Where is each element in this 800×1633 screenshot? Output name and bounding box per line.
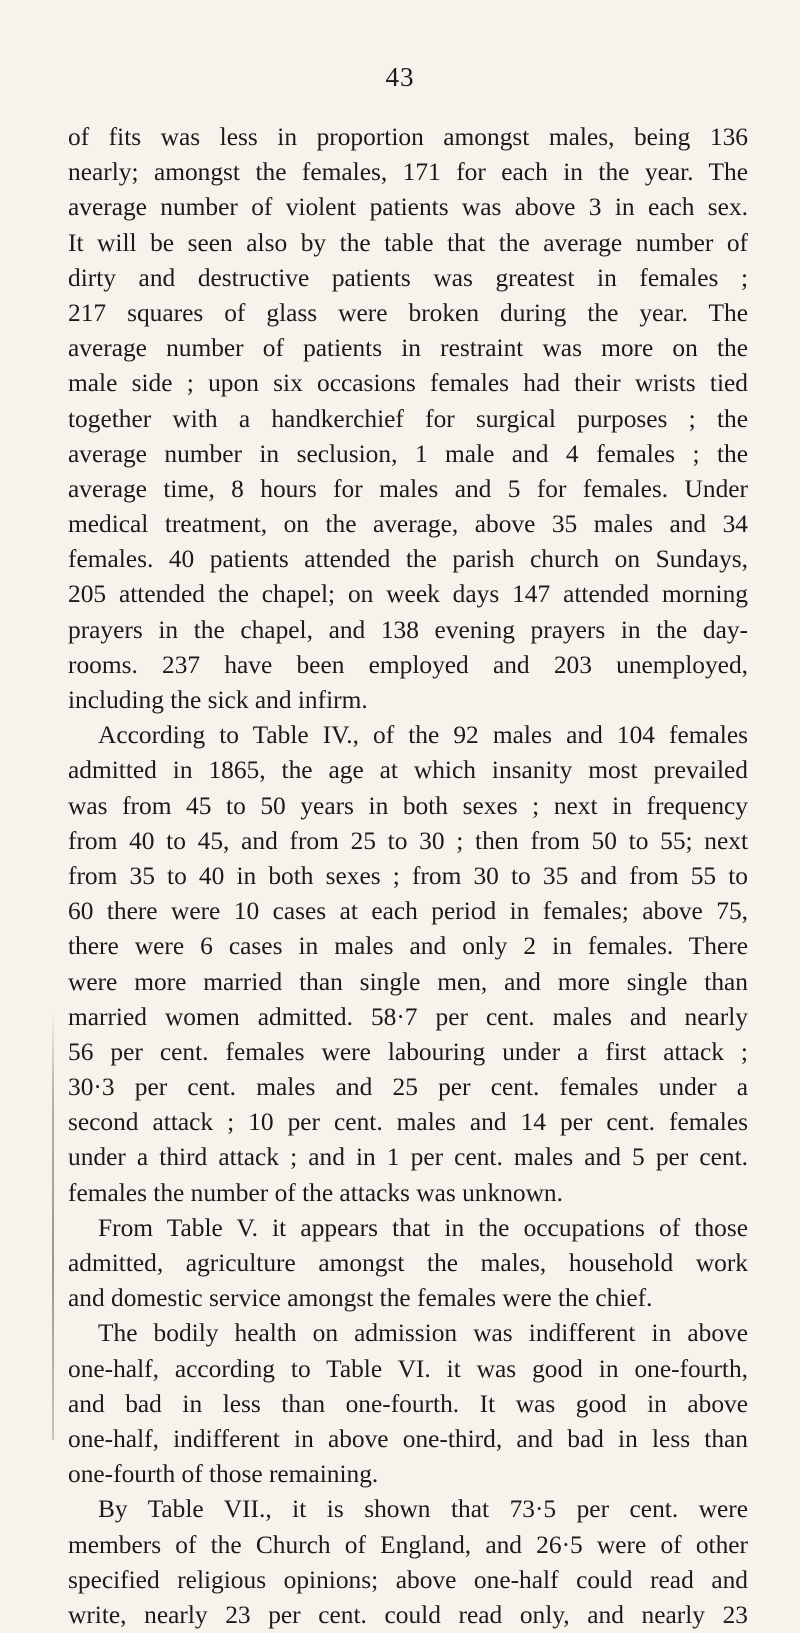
text-line: and bad in less than one-fourth. It was good in above xyxy=(68,1389,748,1418)
text-line: admitted, agriculture amongst the males, household work xyxy=(68,1249,748,1277)
text-line: second attack ; 10 per cent. males and 14 per cent. females xyxy=(68,1108,748,1137)
text-line: specified religious opinions; above one-half could read and xyxy=(68,1565,748,1594)
text-line: was from 45 to 50 years in both sexes ; next in frequency xyxy=(68,791,748,820)
text-line: 217 squares of glass were broken during the year. The xyxy=(68,298,748,327)
text-line: From Table V. it appears that in the occupations of those xyxy=(98,1213,748,1242)
text-line: there were 6 cases in males and only 2 in females. There xyxy=(68,932,748,961)
text-line: The bodily health on admission was indifferent in above xyxy=(98,1319,748,1348)
text-line: of fits was less in proportion amongst males, being 136 xyxy=(68,123,748,151)
text-line: married women admitted. 58·7 per cent. males and nearly xyxy=(68,1002,748,1031)
text-line: under a third attack ; and in 1 per cent. males and 5 per cent. xyxy=(68,1143,748,1172)
text-line: male side ; upon six occasions females had their wrists tied xyxy=(68,369,748,398)
text-line: one-fourth of those remaining. xyxy=(68,1460,379,1489)
text-line: admitted in 1865, the age at which insanity most prevailed xyxy=(68,756,748,785)
text-line: average number of patients in restraint was more on the xyxy=(68,334,748,363)
text-line: According to Table IV., of the 92 males and 104 females xyxy=(98,721,748,750)
text-line: 30·3 per cent. males and 25 per cent. females under a xyxy=(68,1073,748,1102)
text-line: including the sick and infirm. xyxy=(68,686,368,714)
text-line: average time, 8 hours for males and 5 for females. Under xyxy=(68,474,748,503)
text-line: one-half, indifferent in above one-third, and bad in less than xyxy=(68,1424,748,1453)
text-line: By Table VII., it is shown that 73·5 per cent. were xyxy=(98,1495,748,1524)
text-line: from 40 to 45, and from 25 to 30 ; then from 50 to 55; next xyxy=(68,826,748,855)
text-line: from 35 to 40 in both sexes ; from 30 to 35 and from 55 to xyxy=(68,861,748,890)
text-line: and domestic service amongst the females were the chief. xyxy=(68,1284,653,1313)
text-line: members of the Church of England, and 26·5 were of other xyxy=(68,1530,748,1559)
text-line: were more married than single men, and more single than xyxy=(68,967,748,996)
text-line: rooms. 237 have been employed and 203 unemployed, xyxy=(68,650,748,679)
text-line: medical treatment, on the average, above 35 males and 34 xyxy=(68,510,748,539)
text-line: together with a handkerchief for surgical purposes ; the xyxy=(68,404,748,433)
text-line: females the number of the attacks was unknown. xyxy=(68,1178,563,1207)
page-number: 43 xyxy=(385,62,415,92)
text-line: prayers in the chapel, and 138 evening prayers in the day- xyxy=(68,615,748,644)
text-line: females. 40 patients attended the parish church on Sundays, xyxy=(68,545,748,574)
text-line: 205 attended the chapel; on week days 147 attended morning xyxy=(68,580,748,609)
text-line: It will be seen also by the table that the average number of xyxy=(68,228,748,257)
text-line: average number in seclusion, 1 male and 4 females ; the xyxy=(68,439,748,468)
binding-shadow xyxy=(52,1010,54,1440)
text-line: average number of violent patients was above 3 in each sex. xyxy=(68,193,748,222)
text-line: nearly; amongst the females, 171 for each in the year. The xyxy=(68,158,748,187)
text-line: one-half, according to Table VI. it was good in one-fourth, xyxy=(68,1354,748,1383)
text-line: dirty and destructive patients was greatest in females ; xyxy=(68,263,748,292)
text-line: 56 per cent. females were labouring under a first attack ; xyxy=(68,1037,748,1066)
text-line: 60 there were 10 cases at each period in females; above 75, xyxy=(68,897,748,926)
body-text xyxy=(68,120,748,1633)
text-line: write, nearly 23 per cent. could read only, and nearly 23 xyxy=(68,1600,748,1629)
